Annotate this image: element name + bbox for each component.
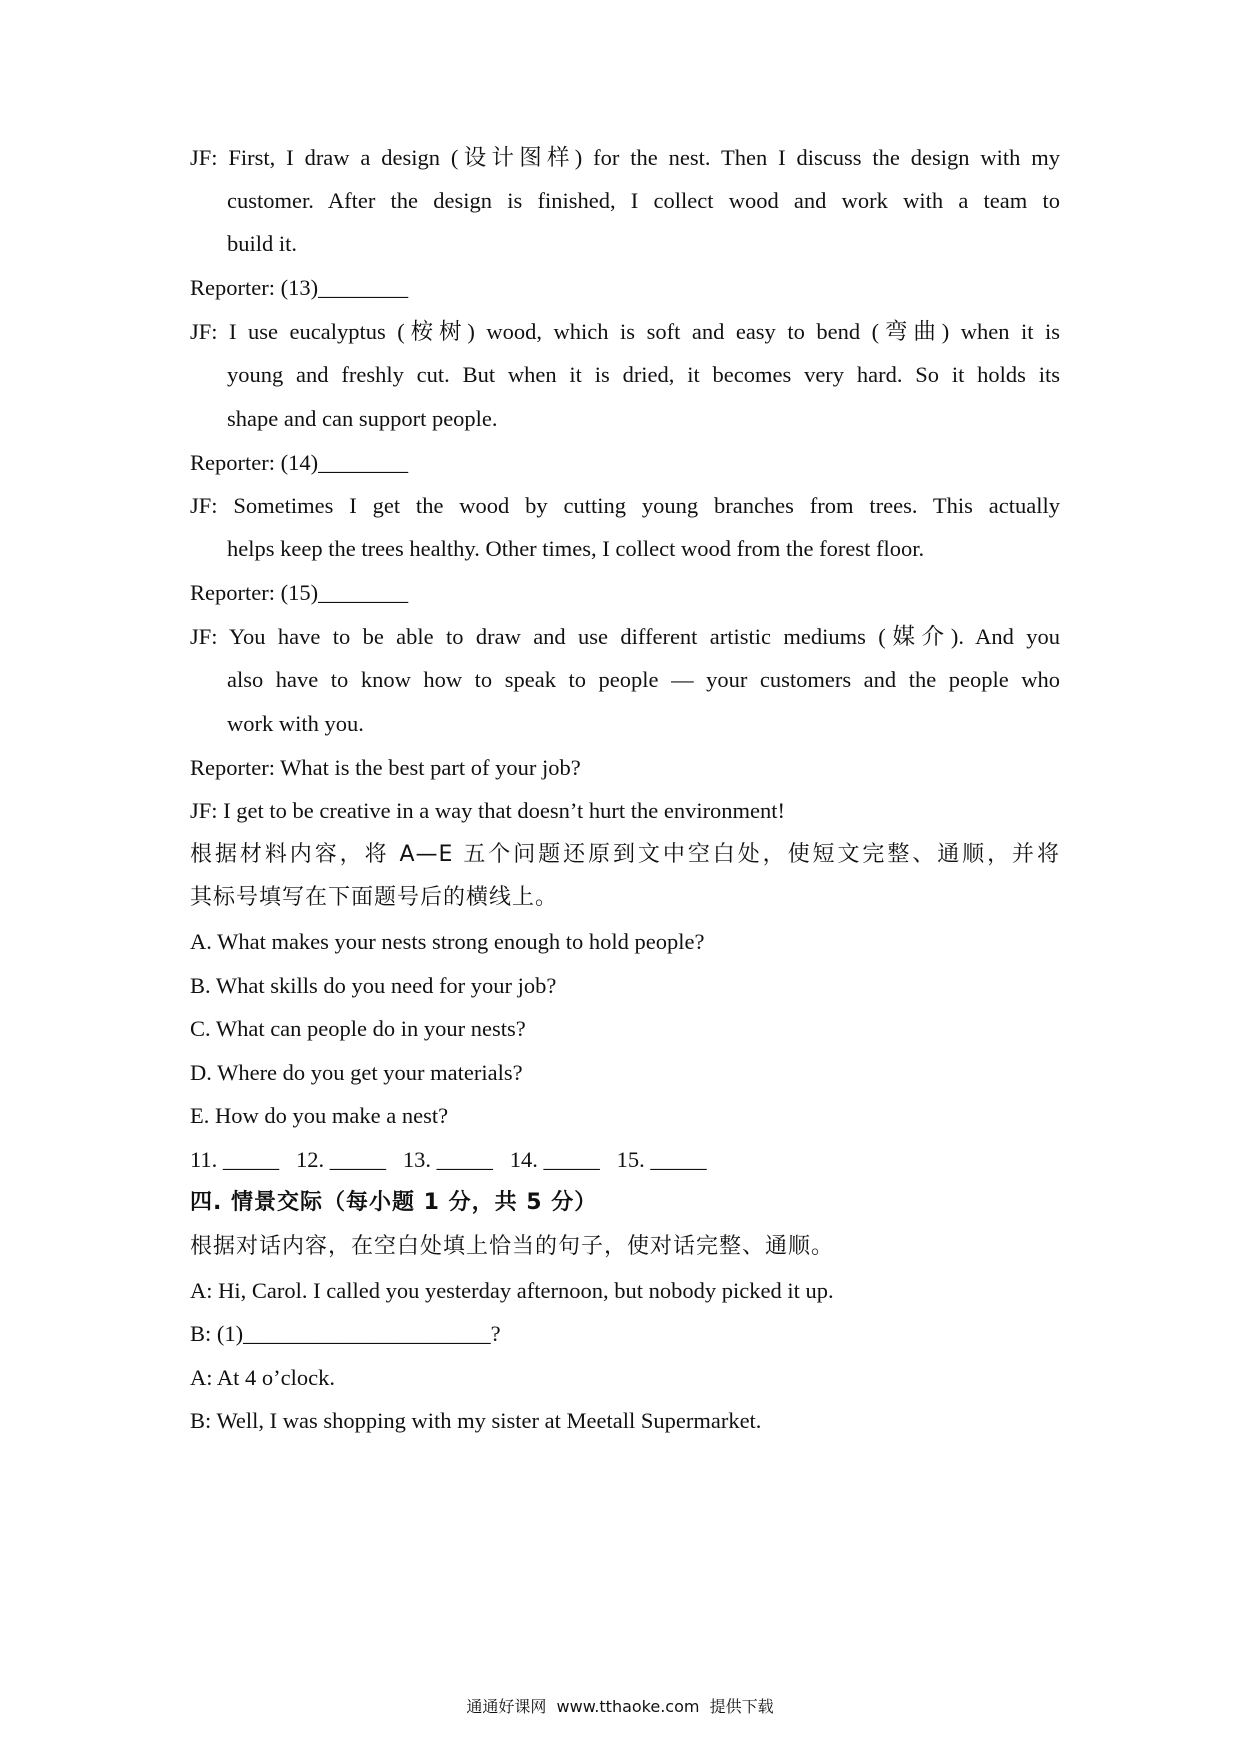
instruction-text: 其标号填写在下面题号后的横线上。 [190,885,559,910]
dialogue-line: build it. [227,231,298,256]
dialogue-line: A: Hi, Carol. I called you yesterday afternoon, but nobody picked it up. [190,1278,834,1303]
dialogue-line: Reporter: What is the best part of your job? [190,755,581,780]
dialogue-line: JF: I use eucalyptus (桉树) wood, which is soft and easy to bend (弯曲) when it is [190,319,1060,344]
dialogue-line: JF: First, I draw a design (设计图样) for the nest. Then I discuss the design with my [190,145,1060,170]
dialogue-line: JF: Sometimes I get the wood by cutting young branches from trees. This actually [190,493,1060,518]
dialogue-line: JF: You have to be able to draw and use different artistic mediums (媒介). And you [190,624,1060,649]
reporter-blank-15: Reporter: (15)________ [190,580,409,605]
option-e: E. How do you make a nest? [190,1103,449,1128]
dialogue-line: also have to know how to speak to people — your customers and the people who [227,667,1060,692]
dialogue-line: work with you. [227,711,364,736]
dialogue-line: A: At 4 o’clock. [190,1365,335,1390]
section-heading: 四. 情景交际（每小题 1 分，共 5 分） [190,1190,598,1215]
dialogue-line: shape and can support people. [227,406,498,431]
dialogue-line: helps keep the trees healthy. Other times, I collect wood from the forest floor. [227,536,925,561]
option-c: C. What can people do in your nests? [190,1016,526,1041]
dialogue-line: customer. After the design is finished, I collect wood and work with a team to [227,188,1060,213]
instruction-text: 根据对话内容，在空白处填上恰当的句子，使对话完整、通顺。 [190,1234,835,1259]
option-a: A. What makes your nests strong enough to hold people? [190,929,705,954]
option-b: B. What skills do you need for your job? [190,973,557,998]
answer-blanks: 11. _____ 12. _____ 13. _____ 14. _____ 15. _____ [190,1147,707,1172]
dialogue-blank-1: B: (1)______________________? [190,1321,501,1346]
reporter-blank-14: Reporter: (14)________ [190,450,409,475]
option-d: D. Where do you get your materials? [190,1060,523,1085]
dialogue-line: B: Well, I was shopping with my sister at Meetall Supermarket. [190,1408,762,1433]
reporter-blank-13: Reporter: (13)________ [190,275,409,300]
instruction-text: 根据材料内容，将 A—E 五个问题还原到文中空白处，使短文完整、通顺，并将 [190,842,1060,867]
dialogue-line: young and freshly cut. But when it is dried, it becomes very hard. So it holds its [227,362,1060,387]
page-footer: 通通好课网 www.tthaoke.com 提供下载 [466,1697,774,1716]
dialogue-line: JF: I get to be creative in a way that doesn’t hurt the environment! [190,798,786,823]
